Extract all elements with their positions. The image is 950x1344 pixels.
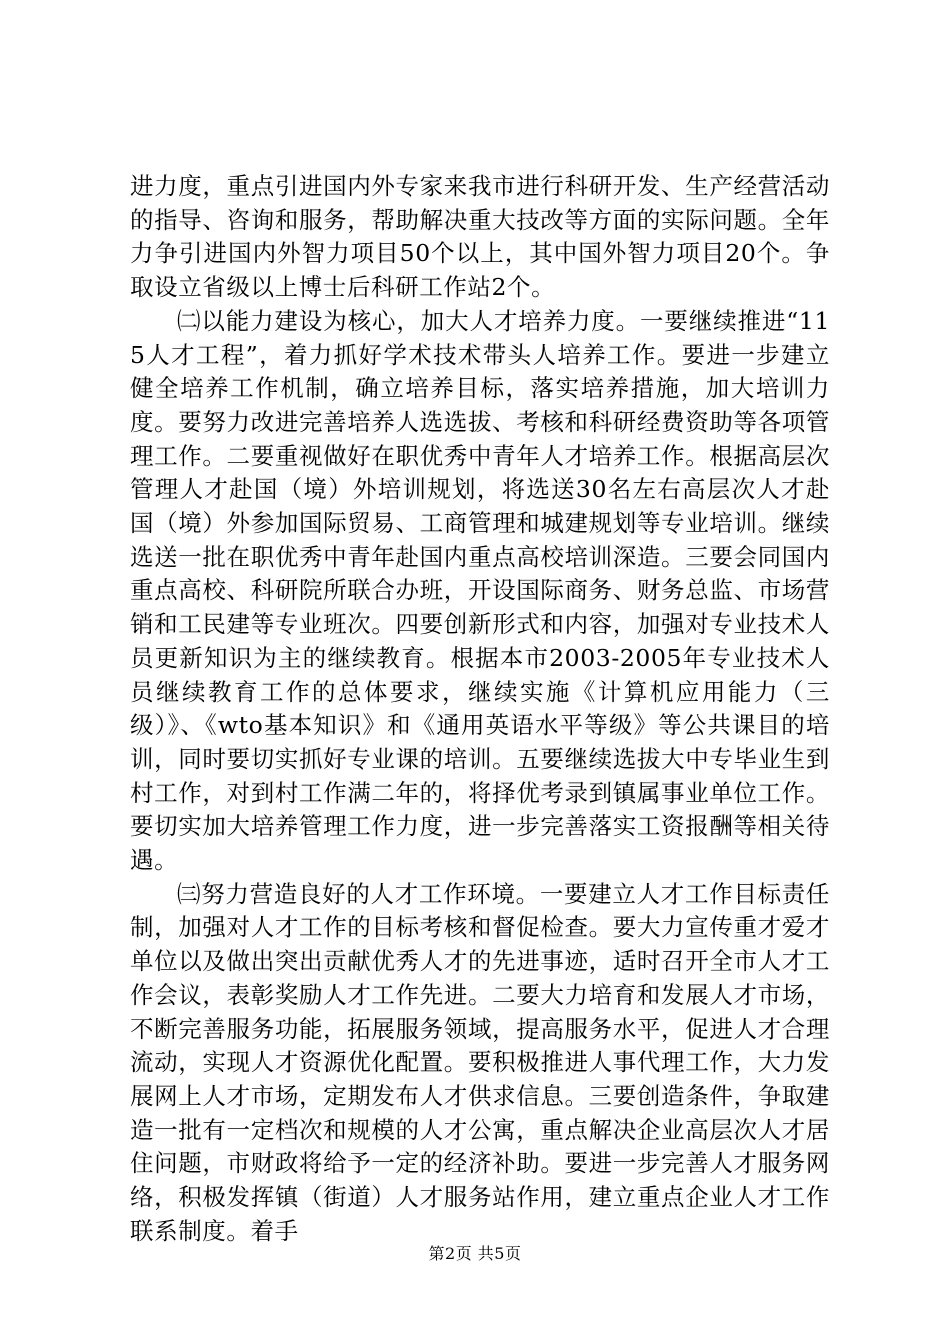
page-number-footer: 第2页 共5页 [428,1244,522,1263]
paragraph-talent-training: ㈡以能力建设为核心，加大人才培养力度。一要继续推进“115人才工程”，着力抓好学术技术带头人培养工作。要进一步建立健全培养工作机制，确立培养目标，落实培养措施，加大培训力度。要努力改进完善培养人选选拔、考核和科研经费资助等各项管理工作。二要重视做好在职优秀中青年人才培养工作。根据高层次管理人才赴国（境）外培训规划，将选送30名左右高层次人才赴国（境）外参加国际贸易、工商管理和城建规划等专业培训。继续选送一批在职优秀中青年赴国内重点高校培训深造。三要会同国内重点高校、科研院所联合办班，开设国际商务、财务总监、市场营销和工民建等专业班次。四要创新形式和内容，加强对专业技术人员更新知识为主的继续教育。根据本市2003-2005年专业技术人员继续教育工作的总体要求，继续实施《计算机应用能力（三级）》、《wto基本知识》和《通用英语水平等级》等公共课目的培训，同时要切实抓好专业课的培训。五要继续选拔大中专毕业生到村工作，对到村工作满二年的，将择优考录到镇属事业单位工作。要切实加大培养管理工作力度，进一步完善落实工资报酬等相关待遇。 [130,306,830,875]
paragraph-talent-environment: ㈢努力营造良好的人才工作环境。一要建立人才工作目标责任制，加强对人才工作的目标考核和督促检查。要大力宣传重才爱才单位以及做出突出贡献优秀人才的先进事迹，适时召开全市人才工作会议，表彰奖励人才工作先进。二要大力培育和发展人才市场，不断完善服务功能，拓展服务领域，提高服务水平，促进人才合理流动，实现人才资源优化配置。要积极推进人事代理工作，大力发展网上人才市场，定期发布人才供求信息。三要创造条件，争取建造一批有一定档次和规模的人才公寓，重点解决企业高层次人才居住问题，市财政将给予一定的经济补助。要进一步完善人才服务网络，积极发挥镇（街道）人才服务站作用，建立重点企业人才工作联系制度。着手 [130,879,830,1245]
paragraph-continuation: 进力度，重点引进国内外专家来我市进行科研开发、生产经营活动的指导、咨询和服务，帮助解决重大技改等方面的实际问题。全年力争引进国内外智力项目50个以上，其中国外智力项目20个。争取设立省级以上博士后科研工作站2个。 [130,172,830,302]
body-text [130,170,830,1249]
